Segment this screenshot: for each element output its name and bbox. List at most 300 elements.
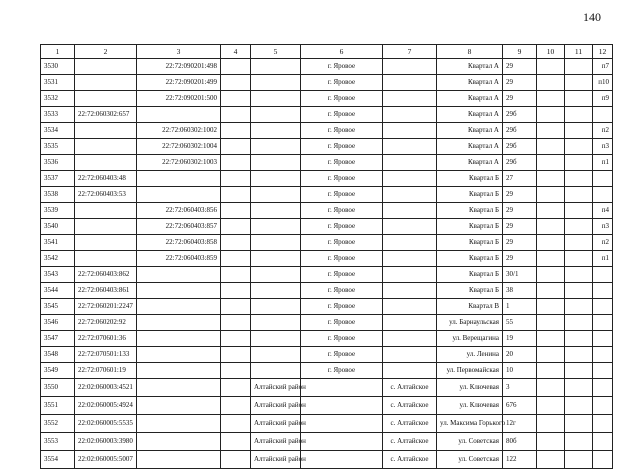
cell-col-6: г. Яровое (301, 299, 383, 315)
cell-col-9: 29 (503, 187, 537, 203)
cell-col-12: п7 (593, 59, 613, 75)
cell-col-7 (383, 283, 437, 299)
cell-col-11 (565, 347, 593, 363)
cell-col-3 (137, 433, 221, 451)
cell-col-3 (137, 187, 221, 203)
cell-col-8: Квартал А (437, 139, 503, 155)
cell-col-11 (565, 91, 593, 107)
cell-col-8: ул. Ключевая (437, 397, 503, 415)
table-row (41, 363, 613, 379)
cell-col-10 (537, 451, 565, 469)
cell-col-5 (251, 171, 301, 187)
cell-col-12: п9 (593, 91, 613, 107)
cell-col-12 (593, 363, 613, 379)
cell-col-10 (537, 203, 565, 219)
cell-col-1: 3547 (41, 331, 75, 347)
cell-col-3 (137, 299, 221, 315)
cell-col-1: 3532 (41, 91, 75, 107)
cell-col-1: 3554 (41, 451, 75, 469)
cell-col-4 (221, 379, 251, 397)
cell-col-3: 22:72:060403:859 (137, 251, 221, 267)
cell-col-5 (251, 235, 301, 251)
cell-col-10 (537, 123, 565, 139)
cell-col-3 (137, 283, 221, 299)
cell-col-6: г. Яровое (301, 123, 383, 139)
cell-col-7 (383, 347, 437, 363)
cell-col-11 (565, 235, 593, 251)
cell-col-3: 22:72:060403:858 (137, 235, 221, 251)
cell-col-1: 3533 (41, 107, 75, 123)
cell-col-4 (221, 283, 251, 299)
cell-col-9: 29б (503, 107, 537, 123)
cell-col-6: г. Яровое (301, 267, 383, 283)
cell-col-4 (221, 155, 251, 171)
cell-col-3 (137, 451, 221, 469)
cell-col-8: Квартал А (437, 59, 503, 75)
cell-col-8: Квартал Б (437, 171, 503, 187)
table-row (41, 139, 613, 155)
cell-col-8: Квартал Б (437, 203, 503, 219)
cell-col-2: 22:72:070501:133 (75, 347, 137, 363)
cell-col-12: п4 (593, 203, 613, 219)
cell-col-8: ул. Ключевая (437, 379, 503, 397)
cell-col-1: 3530 (41, 59, 75, 75)
cell-col-5 (251, 283, 301, 299)
cell-col-10 (537, 59, 565, 75)
cell-col-12 (593, 347, 613, 363)
cell-col-1: 3536 (41, 155, 75, 171)
cell-col-1: 3531 (41, 75, 75, 91)
cell-col-3: 22:72:060302:1003 (137, 155, 221, 171)
column-header-1: 1 (41, 45, 75, 59)
cell-col-8: Квартал Б (437, 251, 503, 267)
table-row (41, 235, 613, 251)
cell-col-8: Квартал Б (437, 267, 503, 283)
cell-col-6 (301, 433, 383, 451)
cell-col-3: 22:72:090201:500 (137, 91, 221, 107)
cell-col-2: 22:02:060005:5535 (75, 415, 137, 433)
table-row (41, 315, 613, 331)
cell-col-5 (251, 59, 301, 75)
cell-col-2: 22:72:060302:657 (75, 107, 137, 123)
cell-col-10 (537, 415, 565, 433)
cell-col-11 (565, 433, 593, 451)
cell-col-5: Алтайский район (251, 397, 301, 415)
table-row (41, 433, 613, 451)
cell-col-11 (565, 331, 593, 347)
cell-col-12: п3 (593, 219, 613, 235)
cell-col-11 (565, 75, 593, 91)
cell-col-6: г. Яровое (301, 187, 383, 203)
cell-col-5 (251, 139, 301, 155)
cell-col-11 (565, 415, 593, 433)
table-row (41, 347, 613, 363)
cell-col-3 (137, 415, 221, 433)
cell-col-4 (221, 331, 251, 347)
cell-col-10 (537, 283, 565, 299)
cell-col-8: Квартал Б (437, 283, 503, 299)
cell-col-11 (565, 203, 593, 219)
column-header-10: 10 (537, 45, 565, 59)
cell-col-10 (537, 433, 565, 451)
cell-col-10 (537, 397, 565, 415)
cell-col-1: 3548 (41, 347, 75, 363)
cell-col-6: г. Яровое (301, 283, 383, 299)
table-row (41, 107, 613, 123)
table-body (41, 59, 613, 469)
cell-col-4 (221, 363, 251, 379)
cell-col-3 (137, 397, 221, 415)
table-row (41, 59, 613, 75)
cell-col-10 (537, 91, 565, 107)
cell-col-8: Квартал Б (437, 187, 503, 203)
cell-col-10 (537, 347, 565, 363)
cell-col-2: 22:72:060201:2247 (75, 299, 137, 315)
cell-col-4 (221, 171, 251, 187)
cell-col-12: п2 (593, 123, 613, 139)
cell-col-4 (221, 267, 251, 283)
cell-col-9: 29 (503, 251, 537, 267)
cell-col-6: г. Яровое (301, 251, 383, 267)
table-row (41, 397, 613, 415)
cell-col-4 (221, 433, 251, 451)
cell-col-4 (221, 91, 251, 107)
cell-col-7 (383, 315, 437, 331)
cell-col-4 (221, 107, 251, 123)
cell-col-6: г. Яровое (301, 331, 383, 347)
cell-col-3 (137, 363, 221, 379)
cell-col-12: п1 (593, 251, 613, 267)
column-header-9: 9 (503, 45, 537, 59)
cell-col-12: п3 (593, 139, 613, 155)
column-header-7: 7 (383, 45, 437, 59)
cell-col-11 (565, 251, 593, 267)
cell-col-11 (565, 397, 593, 415)
cell-col-10 (537, 315, 565, 331)
table-row (41, 75, 613, 91)
cell-col-12 (593, 171, 613, 187)
cell-col-1: 3552 (41, 415, 75, 433)
cell-col-10 (537, 363, 565, 379)
table-row (41, 299, 613, 315)
cell-col-6: г. Яровое (301, 315, 383, 331)
cell-col-12 (593, 331, 613, 347)
cell-col-9: 122 (503, 451, 537, 469)
header-row (41, 45, 613, 59)
cell-col-11 (565, 299, 593, 315)
cell-col-9: 3 (503, 379, 537, 397)
cell-col-5 (251, 123, 301, 139)
cell-col-3 (137, 347, 221, 363)
cell-col-1: 3534 (41, 123, 75, 139)
cell-col-12 (593, 315, 613, 331)
cell-col-6: г. Яровое (301, 203, 383, 219)
cell-col-6: г. Яровое (301, 139, 383, 155)
cell-col-10 (537, 75, 565, 91)
cell-col-9: 29б (503, 123, 537, 139)
cell-col-7 (383, 171, 437, 187)
cell-col-2 (75, 139, 137, 155)
column-header-12: 12 (593, 45, 613, 59)
column-header-11: 11 (565, 45, 593, 59)
cell-col-7 (383, 219, 437, 235)
cell-col-4 (221, 235, 251, 251)
cell-col-10 (537, 155, 565, 171)
cell-col-1: 3538 (41, 187, 75, 203)
cell-col-7 (383, 155, 437, 171)
cell-col-2 (75, 75, 137, 91)
cell-col-7: с. Алтайское (383, 451, 437, 469)
cell-col-10 (537, 235, 565, 251)
table-row (41, 171, 613, 187)
cell-col-5: Алтайский район (251, 415, 301, 433)
table-row (41, 283, 613, 299)
cell-col-9: 12г (503, 415, 537, 433)
cell-col-8: ул. Ленина (437, 347, 503, 363)
cell-col-6: г. Яровое (301, 155, 383, 171)
cell-col-6: г. Яровое (301, 347, 383, 363)
cell-col-8: Квартал А (437, 155, 503, 171)
cell-col-3: 22:72:090201:499 (137, 75, 221, 91)
cell-col-8: Квартал Б (437, 219, 503, 235)
cell-col-8: ул. Верещагина (437, 331, 503, 347)
cell-col-7 (383, 187, 437, 203)
cell-col-12 (593, 451, 613, 469)
cell-col-9: 55 (503, 315, 537, 331)
cell-col-1: 3543 (41, 267, 75, 283)
cell-col-3: 22:72:060302:1004 (137, 139, 221, 155)
cell-col-9: 29б (503, 155, 537, 171)
column-header-2: 2 (75, 45, 137, 59)
cell-col-6: г. Яровое (301, 363, 383, 379)
cell-col-2 (75, 123, 137, 139)
column-header-8: 8 (437, 45, 503, 59)
cell-col-5: Алтайский район (251, 379, 301, 397)
cell-col-9: 29 (503, 219, 537, 235)
cell-col-11 (565, 155, 593, 171)
cell-col-8: Квартал В (437, 299, 503, 315)
cell-col-4 (221, 187, 251, 203)
cell-col-7 (383, 139, 437, 155)
cell-col-11 (565, 187, 593, 203)
cell-col-11 (565, 267, 593, 283)
cell-col-11 (565, 123, 593, 139)
cell-col-4 (221, 397, 251, 415)
cell-col-5 (251, 363, 301, 379)
cell-col-4 (221, 203, 251, 219)
cell-col-2 (75, 91, 137, 107)
cell-col-12 (593, 107, 613, 123)
cell-col-8: ул. Советская (437, 451, 503, 469)
cell-col-4 (221, 139, 251, 155)
cell-col-7 (383, 203, 437, 219)
cell-col-9: 27 (503, 171, 537, 187)
cell-col-9: 19 (503, 331, 537, 347)
cell-col-11 (565, 107, 593, 123)
cell-col-8: Квартал А (437, 75, 503, 91)
cell-col-1: 3541 (41, 235, 75, 251)
cell-col-2: 22:72:070601:19 (75, 363, 137, 379)
cell-col-6: г. Яровое (301, 75, 383, 91)
cell-col-10 (537, 107, 565, 123)
cell-col-2: 22:02:060003:3980 (75, 433, 137, 451)
table-row (41, 219, 613, 235)
cell-col-11 (565, 451, 593, 469)
cell-col-5 (251, 267, 301, 283)
cell-col-7 (383, 299, 437, 315)
table-row (41, 267, 613, 283)
cell-col-4 (221, 347, 251, 363)
cell-col-1: 3551 (41, 397, 75, 415)
cell-col-12 (593, 415, 613, 433)
cell-col-2: 22:72:060403:53 (75, 187, 137, 203)
cell-col-5 (251, 299, 301, 315)
cell-col-3: 22:72:090201:498 (137, 59, 221, 75)
table-row (41, 155, 613, 171)
cell-col-2: 22:72:060403:862 (75, 267, 137, 283)
cell-col-9: 29б (503, 139, 537, 155)
cell-col-1: 3553 (41, 433, 75, 451)
cell-col-1: 3542 (41, 251, 75, 267)
cell-col-7 (383, 75, 437, 91)
cell-col-9: 29 (503, 203, 537, 219)
cell-col-5 (251, 251, 301, 267)
cell-col-8: ул. Барнаульская (437, 315, 503, 331)
cell-col-8: ул. Первомайская (437, 363, 503, 379)
cell-col-1: 3539 (41, 203, 75, 219)
cell-col-1: 3546 (41, 315, 75, 331)
cell-col-10 (537, 267, 565, 283)
cell-col-7 (383, 59, 437, 75)
cell-col-11 (565, 59, 593, 75)
cell-col-4 (221, 415, 251, 433)
cell-col-12: п10 (593, 75, 613, 91)
table-row (41, 123, 613, 139)
table-row (41, 91, 613, 107)
cell-col-7: с. Алтайское (383, 415, 437, 433)
cell-col-4 (221, 251, 251, 267)
cell-col-10 (537, 139, 565, 155)
cell-col-1: 3535 (41, 139, 75, 155)
cell-col-6 (301, 451, 383, 469)
cell-col-4 (221, 123, 251, 139)
cell-col-11 (565, 283, 593, 299)
cell-col-10 (537, 331, 565, 347)
cell-col-10 (537, 171, 565, 187)
cell-col-1: 3545 (41, 299, 75, 315)
cell-col-6: г. Яровое (301, 171, 383, 187)
cell-col-8: Квартал А (437, 91, 503, 107)
cell-col-5 (251, 315, 301, 331)
cell-col-12 (593, 397, 613, 415)
cell-col-4 (221, 59, 251, 75)
cell-col-12 (593, 299, 613, 315)
cell-col-3: 22:72:060302:1002 (137, 123, 221, 139)
cell-col-5 (251, 219, 301, 235)
cell-col-3 (137, 171, 221, 187)
cell-col-1: 3544 (41, 283, 75, 299)
cell-col-7 (383, 235, 437, 251)
cell-col-11 (565, 379, 593, 397)
cell-col-7 (383, 91, 437, 107)
column-header-4: 4 (221, 45, 251, 59)
cell-col-8: ул. Советская (437, 433, 503, 451)
page-number: 140 (583, 10, 601, 24)
cell-col-5 (251, 187, 301, 203)
cell-col-2 (75, 59, 137, 75)
cell-col-6 (301, 397, 383, 415)
cell-col-6: г. Яровое (301, 219, 383, 235)
cell-col-5 (251, 107, 301, 123)
cell-col-9: 29 (503, 75, 537, 91)
cell-col-2: 22:02:060005:5007 (75, 451, 137, 469)
table-row (41, 451, 613, 469)
cell-col-12 (593, 267, 613, 283)
cell-col-11 (565, 219, 593, 235)
cell-col-3: 22:72:060403:856 (137, 203, 221, 219)
cell-col-7 (383, 123, 437, 139)
cell-col-12 (593, 379, 613, 397)
cell-col-5 (251, 75, 301, 91)
cell-col-7 (383, 107, 437, 123)
cell-col-9: 676 (503, 397, 537, 415)
table-row (41, 379, 613, 397)
cell-col-9: 10 (503, 363, 537, 379)
cell-col-10 (537, 187, 565, 203)
cell-col-3 (137, 379, 221, 397)
cell-col-2: 22:72:060403:48 (75, 171, 137, 187)
table-row (41, 187, 613, 203)
table-row (41, 203, 613, 219)
cell-col-9: 20 (503, 347, 537, 363)
cell-col-9: 29 (503, 235, 537, 251)
cell-col-2 (75, 219, 137, 235)
cell-col-9: 29 (503, 59, 537, 75)
cell-col-2 (75, 251, 137, 267)
cell-col-9: 29 (503, 91, 537, 107)
cell-col-11 (565, 139, 593, 155)
cell-col-9: 80б (503, 433, 537, 451)
cell-col-3 (137, 267, 221, 283)
cell-col-3 (137, 331, 221, 347)
cell-col-9: 38 (503, 283, 537, 299)
cell-col-5: Алтайский район (251, 451, 301, 469)
cell-col-7: с. Алтайское (383, 379, 437, 397)
cell-col-5 (251, 347, 301, 363)
cell-col-8: Квартал А (437, 123, 503, 139)
cell-col-2: 22:72:060202:92 (75, 315, 137, 331)
cell-col-3 (137, 107, 221, 123)
cell-col-12: п1 (593, 155, 613, 171)
cell-col-10 (537, 251, 565, 267)
cell-col-4 (221, 451, 251, 469)
column-header-3: 3 (137, 45, 221, 59)
cell-col-9: 1 (503, 299, 537, 315)
cell-col-2 (75, 203, 137, 219)
cell-col-9: 30/1 (503, 267, 537, 283)
cell-col-12 (593, 283, 613, 299)
cell-col-2: 22:72:060403:861 (75, 283, 137, 299)
cell-col-2: 22:02:060003:4521 (75, 379, 137, 397)
cell-col-10 (537, 299, 565, 315)
cell-col-7 (383, 363, 437, 379)
cell-col-12 (593, 187, 613, 203)
cell-col-7 (383, 331, 437, 347)
cell-col-4 (221, 219, 251, 235)
cell-col-5 (251, 91, 301, 107)
cell-col-7 (383, 251, 437, 267)
cell-col-5 (251, 203, 301, 219)
